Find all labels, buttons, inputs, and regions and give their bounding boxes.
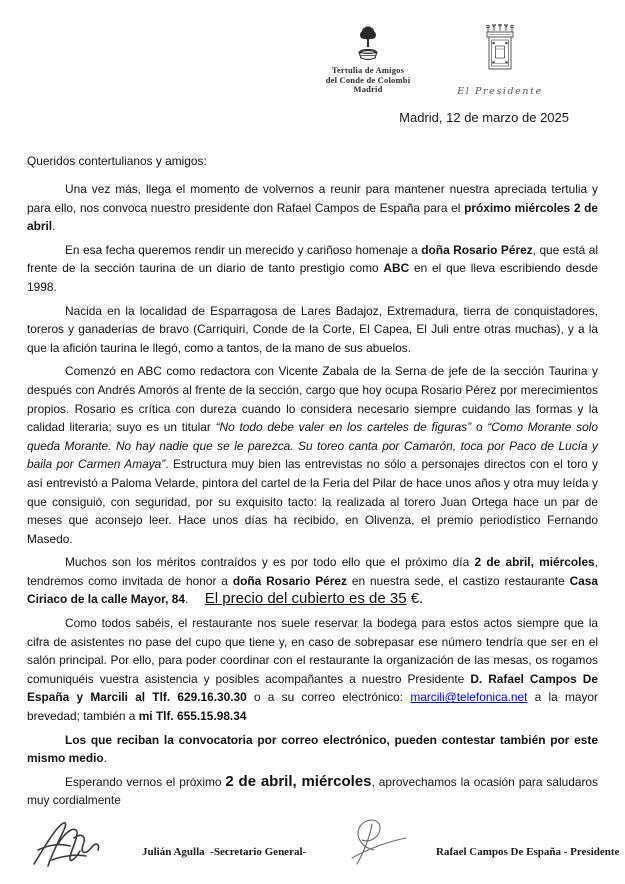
email-link[interactable]: marcili@telefonica.net	[410, 690, 528, 705]
president-emblem	[450, 24, 550, 97]
paragraph-reserva-contacto	[27, 614, 598, 726]
text-run: en nuestra sede, el castizo restaurante	[347, 573, 570, 588]
text-run: 2 de abril, miércoles	[474, 555, 595, 570]
paragraph-biografia	[27, 302, 598, 358]
paragraph-convocatoria	[27, 180, 598, 236]
president-name: Rafael Campos De España - Presidente	[436, 846, 620, 858]
tree-basket-icon	[316, 26, 420, 64]
text-run: , aprovechamos la ocasión para saludaros muy cordialmente	[27, 774, 598, 808]
text-run: , que está al frente de la sección taurina de un diario de tanto prestigio como	[27, 242, 598, 276]
text-run: El precio del cubierto es de 35	[204, 590, 407, 608]
text-run: .	[184, 592, 205, 607]
tertulia-emblem-line: Madrid	[353, 84, 383, 94]
president-signature	[348, 816, 619, 872]
text-run: “Como Morante solo queda Morante. No hay nadie que se le parezca. Su toreo canta por Camarón, toca por Paco de Lucía y baila por Carmen Amaya”	[27, 420, 598, 472]
text-run: o a su correo electrónico:	[246, 690, 411, 705]
text-run: a la mayor brevedad; también a	[27, 690, 598, 724]
paragraph-respuesta-email	[27, 731, 598, 768]
secretary-signature	[28, 820, 306, 872]
text-run: .	[103, 751, 107, 766]
tertulia-emblem-text	[316, 66, 420, 95]
president-emblem-label: El Presidente	[457, 86, 543, 97]
text-run: Comenzó en ABC como redactora con Vicente Zabala de la Serna de jefe de la sección Taurina y después con Andrés Amorós al frente de la sección, cargo que hoy ocupa Rosario Pérez por merecimientos propios. Rosario es crítica con dureza cuando lo considera necesario siempre cuidando las formas y la calidad literaria; suyo es un titular	[27, 364, 598, 435]
text-run: “No todo debe valer en los carteles de figuras”	[215, 420, 472, 435]
tertulia-emblem-line: Tertulia de Amigos	[331, 65, 405, 75]
paragraph-trayectoria	[27, 362, 598, 548]
secretary-signature-icon	[28, 820, 114, 872]
text-run: mi Tlf. 655.15.98.34	[138, 709, 247, 724]
text-run: Muchos son los méritos contraídos y es por todo ello que el próximo día	[65, 555, 475, 570]
text-run: doña Rosario Pérez	[421, 242, 533, 257]
heraldic-crest-icon	[450, 24, 550, 82]
text-run: . Estructura muy bien las entrevistas no sólo a personajes directos con el toro y así entrevistó a Paloma Velarde, pintora del cartel de la Feria del Pilar de hace unos años y otra muy leída y que consiguió, con seguridad, por su exquisito tacto: la realizada al torero Juan Ortega hace un par de meses que aconsejo leer. Hace unos días ha recibido, en Olivenza, el premio periodístico Fernando Masedo.	[27, 457, 598, 546]
text-run: doña Rosario Pérez	[232, 573, 347, 588]
paragraph-despedida	[27, 773, 598, 810]
text-run: Una vez más, llega el momento de volvernos a reunir para mantener nuestra apreciada tertulia y para ello, nos convoca nuestro presidente don Rafael Campos de España para el	[27, 182, 598, 215]
tertulia-emblem-line: del Conde de Colombí	[325, 74, 411, 85]
signature-block	[0, 816, 625, 880]
text-run: D. Rafael Campos De España y Marcili al Tlf. 629.16.30.30	[27, 671, 598, 705]
text-run: en el que lleva escribiendo desde 1998.	[27, 261, 598, 294]
president-signature-icon	[348, 816, 412, 872]
tertulia-emblem	[316, 26, 420, 95]
text-run: Los que reciban la convocatoria por correo electrónico, pueden contestar también por este mismo medio	[27, 732, 598, 766]
text-run: Nacida en la localidad de Esparragosa de Lares Badajoz, Extremadura, tierra de conquistadores, toreros y ganaderías de bravo (Carriquiri, Conde de la Corte, El Capea, El Juli entre otras muchas), y a la que la afición taurina le llegó, como a tantos, de la mano de sus abuelos.	[27, 303, 598, 355]
paragraph-invitacion-precio	[27, 553, 598, 609]
greeting: Queridos contertulianos y amigos:	[27, 154, 207, 168]
text-run: Como todos sabéis, el restaurante nos suele reservar la bodega para estos actos siempre que la cifra de asistentes no pase del cupo que tiene y, en caso de sobrepasar ese número tendría que ser en el salón principal. Por ello, para poder coordinar con el restaurante la organización de las mesas, os rogamos comuniquéis vuestra asistencia y posibles acompañantes a nuestro Presidente	[27, 616, 598, 686]
paragraph-homenaje	[27, 241, 598, 297]
text-run: , tendremos como invitada de honor a	[27, 555, 598, 588]
text-run: Esperando vernos el próximo	[65, 774, 226, 789]
text-run: próximo miércoles 2 de abril	[27, 200, 598, 234]
text-run: o	[471, 420, 488, 435]
text-run: .	[52, 219, 56, 234]
letter-body	[0, 140, 625, 810]
text-run: 2 de abril, miércoles	[225, 772, 372, 790]
text-run: €.	[406, 590, 424, 608]
text-run: Casa Ciriaco de la calle Mayor, 84	[27, 573, 599, 607]
letter-date: Madrid, 12 de marzo de 2025	[399, 110, 569, 125]
text-run: En esa fecha queremos rendir un merecido y cariñoso homenaje a	[65, 242, 422, 257]
letterhead	[0, 0, 625, 140]
secretary-name: Julián Agulla -Secretario General-	[142, 846, 307, 858]
text-run: ABC	[383, 261, 410, 276]
